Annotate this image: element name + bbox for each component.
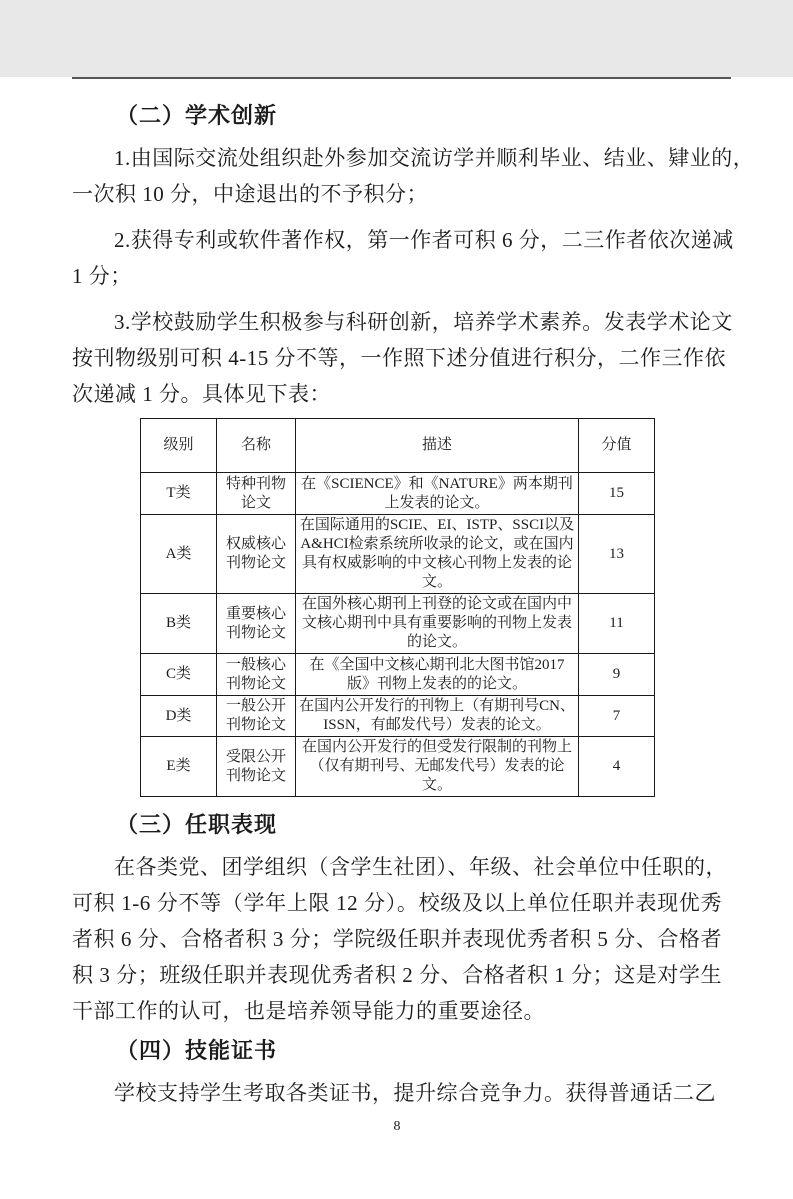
paragraph-international-exchange: [72, 140, 755, 212]
text-line: 次递减 1 分。具体见下表：: [72, 382, 331, 406]
cell-name: 权威核心刊物论文: [217, 515, 296, 594]
paragraph-research-papers: [72, 304, 733, 412]
paragraph-position-scoring: [72, 849, 727, 1029]
cell-score: 9: [579, 654, 655, 696]
table-row: [141, 696, 655, 737]
text-line: 按刊物级别可积 4-15 分不等，一作照下述分值进行积分，二作三作依: [72, 346, 726, 370]
cell-score: 4: [579, 737, 655, 797]
text-line: 在各类党、团学组织（含学生社团）、年级、社会单位中任职的，: [114, 855, 727, 879]
table-row: [141, 515, 655, 594]
journal-score-table: [140, 418, 655, 797]
cell-name: 一般公开刊物论文: [217, 696, 296, 737]
cell-level: D类: [141, 696, 217, 737]
table-row: [141, 737, 655, 797]
table-row: [141, 594, 655, 654]
cell-level: E类: [141, 737, 217, 797]
text-line: 可积 1-6 分不等（学年上限 12 分）。校级及以上单位任职并表现优秀: [72, 891, 722, 915]
text-line: 1.由国际交流处组织赴外参加交流访学并顺利毕业、结业、肄业的，: [114, 146, 755, 170]
document-page: [0, 77, 793, 1199]
cell-score: 11: [579, 594, 655, 654]
text-line: 1 分；: [72, 264, 132, 288]
cell-description: 在《全国中文核心期刊北大图书馆2017版》刊物上发表的的论文。: [296, 654, 579, 696]
column-header-score: 分值: [579, 419, 655, 473]
text-line: 积 3 分；班级任职并表现优秀者积 2 分、合格者积 1 分；这是对学生: [72, 963, 722, 987]
cell-score: 13: [579, 515, 655, 594]
cell-name: 重要核心刊物论文: [217, 594, 296, 654]
table-header-row: [141, 419, 655, 473]
cell-description: 在国内公开发行的刊物上（有期刊号CN、ISSN，有邮发代号）发表的论文。: [296, 696, 579, 737]
column-header-level: 级别: [141, 419, 217, 473]
table-row: [141, 473, 655, 515]
section-heading-position-performance: （三）任职表现: [116, 812, 278, 837]
cell-name: 特种刊物论文: [217, 473, 296, 515]
cell-level: T类: [141, 473, 217, 515]
header-rule-divider: [72, 77, 731, 79]
paragraph-patents-copyright: [72, 222, 734, 294]
cell-description: 在国外核心期刊上刊登的论文或在国内中文核心期刊中具有重要影响的刊物上发表的论文。: [296, 594, 579, 654]
cell-level: A类: [141, 515, 217, 594]
column-header-description: 描述: [296, 419, 579, 473]
section-heading-academic-innovation: （二）学术创新: [116, 103, 278, 128]
cell-description: 在国内公开发行的但受发行限制的刊物上（仅有期刊号、无邮发代号）发表的论文。: [296, 737, 579, 797]
text-line: 2.获得专利或软件著作权，第一作者可积 6 分，二三作者依次递减: [114, 228, 734, 252]
column-header-name: 名称: [217, 419, 296, 473]
text-line: 者积 6 分、合格者积 3 分；学院级任职并表现优秀者积 5 分、合格者: [72, 927, 722, 951]
text-line: 学校支持学生考取各类证书，提升综合竞争力。获得普通话二乙: [114, 1081, 716, 1105]
table-row: [141, 654, 655, 696]
cell-description: 在国际通用的SCIE、EI、ISTP、SSCI以及A&HCI检索系统所收录的论文，或在国内具有权威影响的中文核心刊物上发表的论文。: [296, 515, 579, 594]
text-line: 3.学校鼓励学生积极参与科研创新，培养学术素养。发表学术论文: [114, 310, 733, 334]
cell-level: C类: [141, 654, 217, 696]
cell-description: 在《SCIENCE》和《NATURE》两本期刊上发表的论文。: [296, 473, 579, 515]
cell-level: B类: [141, 594, 217, 654]
cell-name: 受限公开刊物论文: [217, 737, 296, 797]
paragraph-certificates: [72, 1075, 722, 1111]
text-line: 干部工作的认可，也是培养领导能力的重要途径。: [72, 999, 545, 1023]
section-heading-skill-certificates: （四）技能证书: [116, 1038, 278, 1063]
text-line: 一次积 10 分，中途退出的不予积分；: [72, 182, 428, 206]
cell-name: 一般核心刊物论文: [217, 654, 296, 696]
page-number: 8: [393, 1119, 401, 1134]
cell-score: 15: [579, 473, 655, 515]
cell-score: 7: [579, 696, 655, 737]
